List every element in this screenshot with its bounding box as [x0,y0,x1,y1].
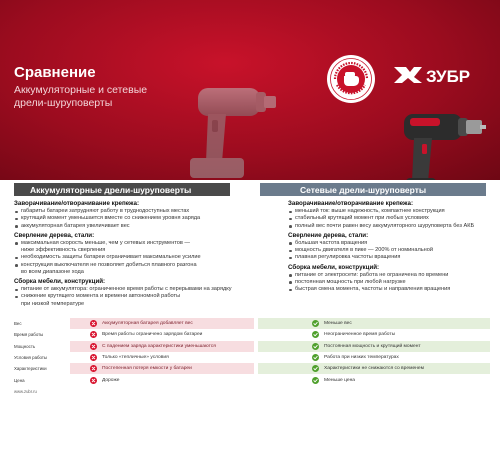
corded-description [288,198,488,293]
check-circle-icon [312,354,319,361]
check-circle-icon [312,365,319,372]
list-item-continuation: во всем диапазоне хода [21,268,84,275]
cordless-cell [70,363,254,374]
corded-cell-text: Меньше цена [324,377,355,383]
cordless-cell [70,374,254,385]
section-title: Заворачивание/отворачивание крепежа: [288,200,414,207]
quality-fist-badge-icon [326,54,376,104]
comparison-table [10,318,490,386]
corded-cell-text: Меньше вес [324,321,352,327]
cordless-cell-text: Только «тепличные» условия [102,355,169,361]
section-title: Сборка мебели, конструкций: [288,263,380,271]
corded-drill-image [370,104,488,180]
cordless-cell-text: Постепенная потеря емкости у батареи [102,366,192,372]
check-circle-icon [312,377,319,384]
page-title: Сравнение [14,64,96,81]
section-title: Сверление дерева, стали: [288,231,369,239]
list-item: необходимость защиты батареи ограничивает максимальное усилие [14,254,248,261]
section-title: Сборка мебели, конструкций: [14,278,106,286]
list-item-continuation: при низкой температуре [21,300,85,307]
list-item: максимальная скорость меньше, чем у сетевых инструментов — [14,240,248,247]
cross-circle-icon [90,354,97,361]
list-item: мощность двигателя в пике — 200% от номинальной [288,247,488,254]
table-criterion: Характеристики [14,366,47,372]
hero-banner [0,0,500,180]
corded-cell-text: Характеристики не снижаются со временем [324,366,424,372]
cross-circle-icon [90,331,97,338]
cordless-cell [70,352,254,363]
list-item: питание от аккумулятора: ограниченное время работы с перерывами на зарядку [14,286,248,293]
corded-cell [258,374,490,385]
cordless-cell [70,329,254,340]
page-subtitle [14,84,164,110]
list-item: плавная регулировка частоты вращения [288,254,488,261]
corded-cell [258,352,490,363]
cordless-column-header: Аккумуляторные дрели-шуруповерты [14,183,230,196]
corded-column-header: Сетевые дрели-шуруповерты [260,183,486,196]
page-subtitle-line: Аккумуляторные и сетевые [14,84,148,96]
check-circle-icon [312,320,319,327]
corded-cell [258,329,490,340]
footer-url: www.zubr.ru [14,389,37,394]
section-title: Заворачивание/отворачивание крепежа: [14,200,140,207]
table-row [10,318,490,329]
corded-cell-text: Неограниченное время работы [324,332,396,338]
list-item: полный вес почти равен весу аккумуляторного шуруповерта без АКБ [288,223,488,230]
section-title: Сверление дерева, стали: [14,231,95,239]
list-item: большая частота вращения [288,240,488,247]
cross-circle-icon [90,343,97,350]
list-item: снижение крутящего момента и времени автономной работы [14,293,248,300]
table-criterion: Время работы [14,332,44,338]
table-row [10,341,490,352]
list-item: питание от электросети: работа не ограничена по времени [288,272,488,279]
cordless-cell [70,341,254,352]
list-item: конструкция выключателя не позволяет добиться плавного разгона [14,262,248,269]
cordless-description [14,198,248,308]
list-item: габариты батареи затрудняют работу в труднодоступных местах [14,208,248,215]
cordless-cell [70,318,254,329]
table-criterion: Условия работы [14,355,48,361]
corded-cell [258,363,490,374]
list-item: стабильный крутящий момент при любых условиях [288,215,488,222]
table-row [10,363,490,374]
cordless-cell-text: Дороже [102,377,120,383]
list-item: постоянная мощность при любой нагрузке [288,279,488,286]
table-row [10,374,490,385]
page-subtitle-line: дрели-шуруповерты [14,97,113,109]
corded-cell-text: Работа при низких температурах [324,355,399,361]
list-item: крутящий момент уменьшается вместе со снижением уровня заряда [14,215,248,222]
zubr-bison-logo-icon [392,63,484,87]
check-circle-icon [312,331,319,338]
cordless-cell-text: Время работы ограничено зарядом батареи [102,332,203,338]
corded-cell-text: Постоянная мощность и крутящий момент [324,343,421,349]
table-criterion: Мощность [14,343,36,349]
logo-text: ЗУБР [426,67,471,86]
list-item-continuation: ниже эффективность сверления [21,247,106,254]
table-row [10,329,490,340]
table-criterion: Цена [14,377,25,383]
table-row [10,352,490,363]
corded-cell [258,318,490,329]
list-item: быстрая смена момента, частоты и направления вращения [288,286,488,293]
table-criterion: Вес [14,321,22,327]
cordless-drill-image [150,70,280,180]
cross-circle-icon [90,365,97,372]
list-item: меньший ток: выше надежность, компактнее конструкция [288,208,488,215]
list-item: аккумуляторная батарея увеличивает вес [14,223,248,230]
corded-cell [258,341,490,352]
cordless-cell-text: С падением заряда характеристики уменьшаются [102,343,216,349]
cross-circle-icon [90,377,97,384]
cordless-cell-text: Аккумуляторная батарея добавляет вес [102,321,193,327]
check-circle-icon [312,343,319,350]
cross-circle-icon [90,320,97,327]
